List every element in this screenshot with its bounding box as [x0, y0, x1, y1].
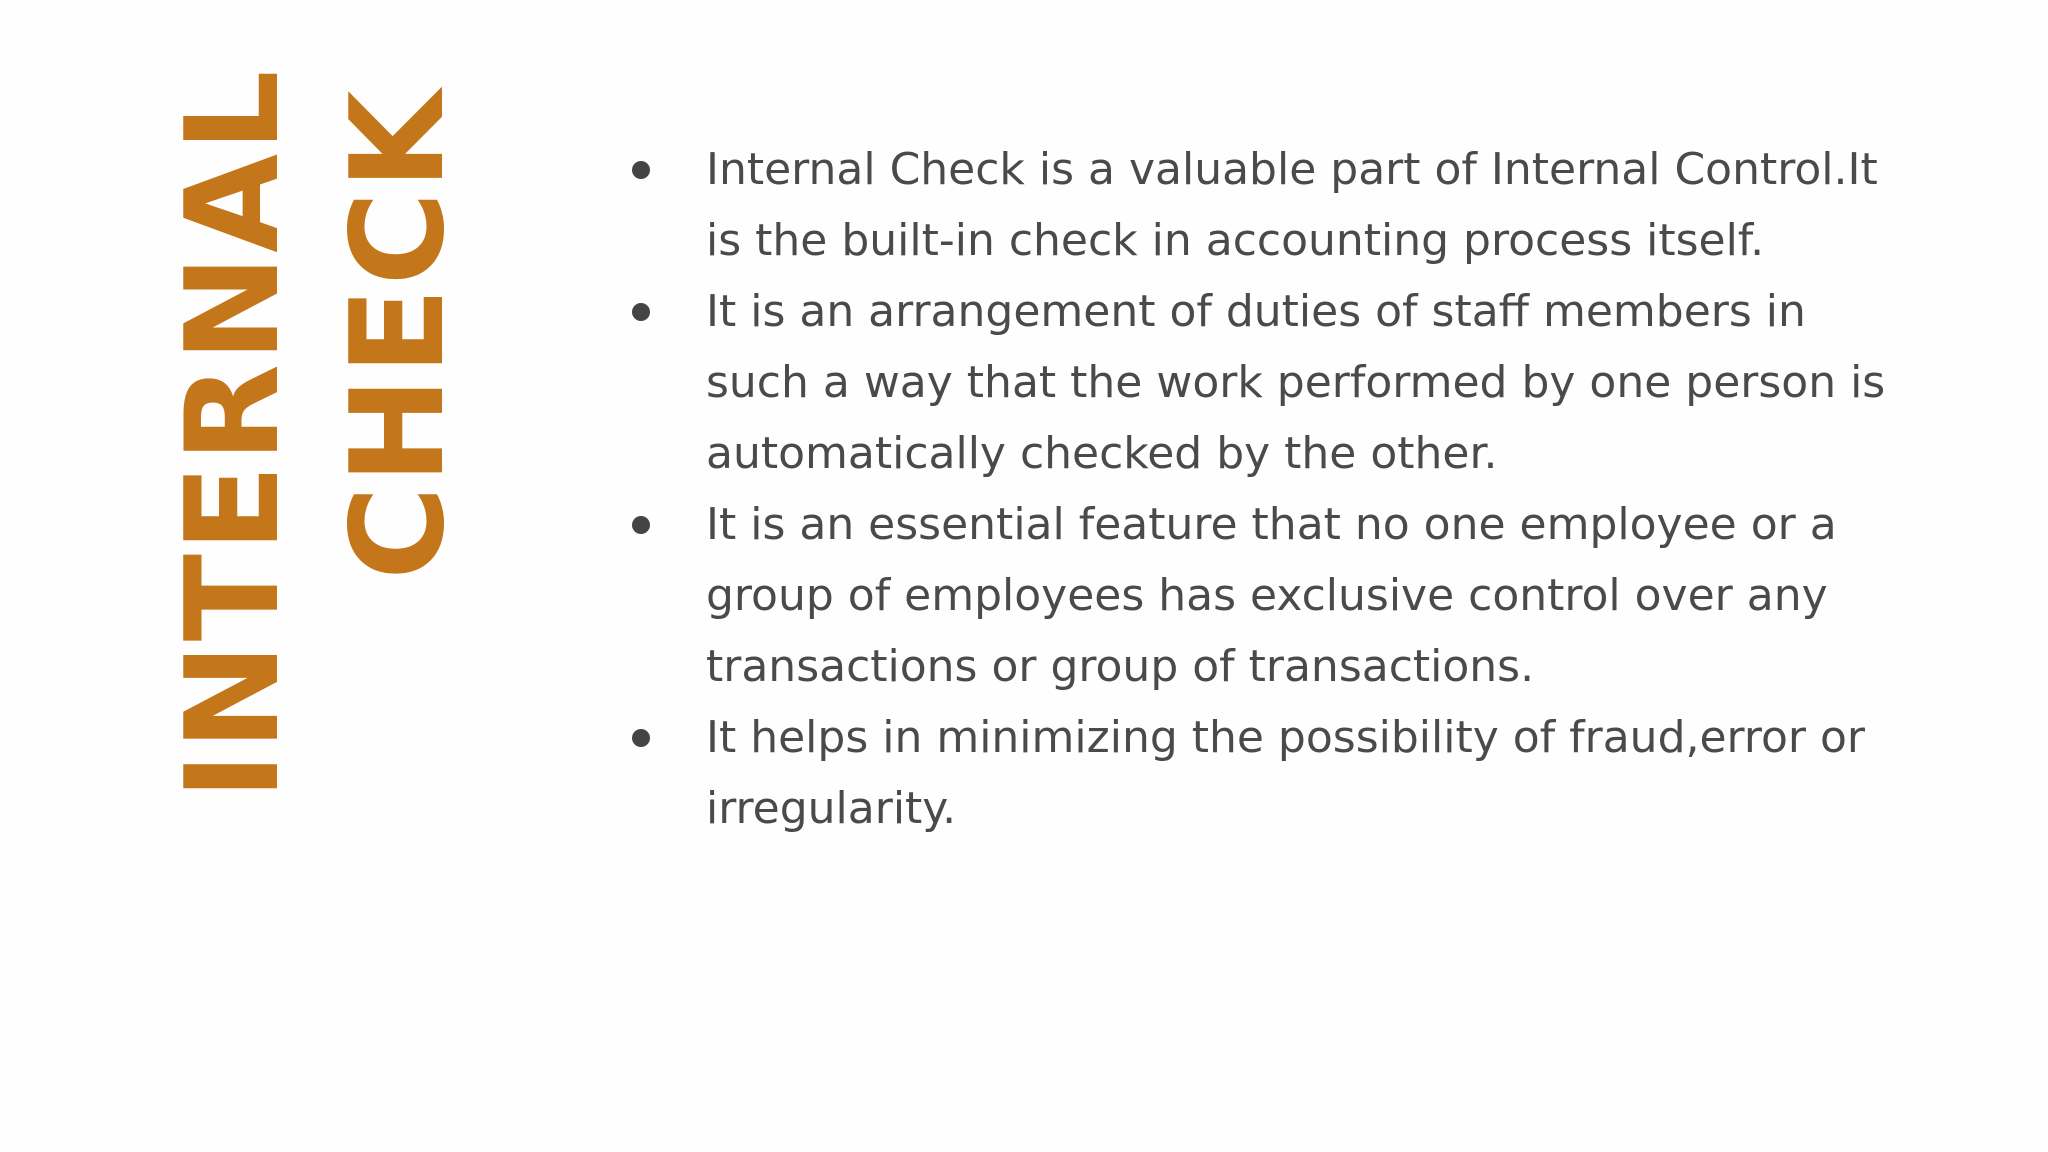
- bullet-text: It is an essential feature that no one employee or a group of employees has exclusive control over any transactions or group of transactions.: [706, 499, 1837, 692]
- bullet-item: [628, 134, 1908, 276]
- bullet-item: [628, 702, 1908, 844]
- title-line-check: CHECK: [324, 88, 473, 580]
- slide-title: [159, 68, 473, 810]
- bullet-text: Internal Check is a valuable part of Internal Control.It is the built-in check in accounting process itself.: [706, 144, 1878, 266]
- bullet-item: [628, 276, 1908, 489]
- bullet-dot-icon: [632, 161, 650, 179]
- bullet-dot-icon: [632, 303, 650, 321]
- bullet-dot-icon: [632, 729, 650, 747]
- bullet-list: [628, 134, 1908, 844]
- title-line-internal: INTERNAL: [159, 68, 308, 800]
- bullet-text: It is an arrangement of duties of staff members in such a way that the work performed by one person is automatically checked by the other.: [706, 286, 1886, 479]
- bullet-item: [628, 489, 1908, 702]
- bullet-dot-icon: [632, 516, 650, 534]
- bullet-text: It helps in minimizing the possibility of fraud,error or irregularity.: [706, 712, 1865, 834]
